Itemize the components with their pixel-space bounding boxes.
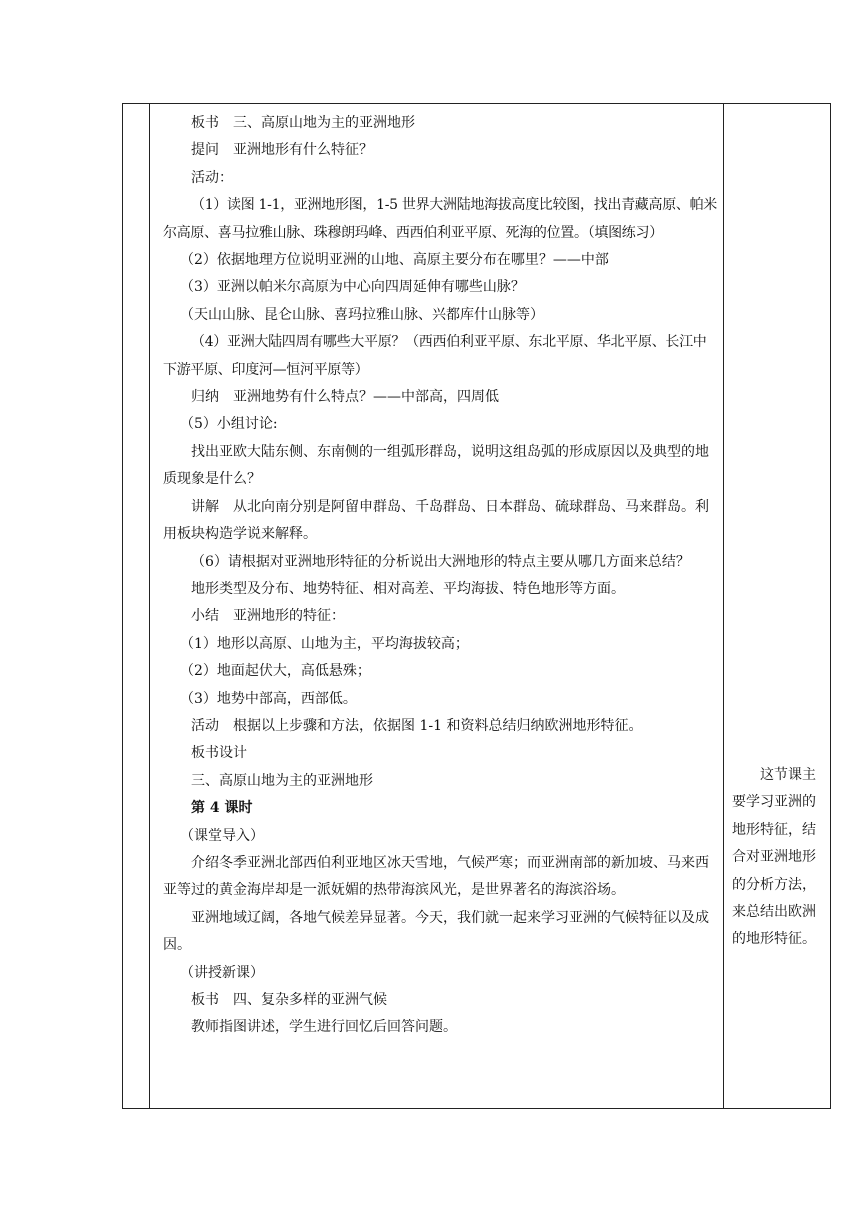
paragraph-1: 板书 三、高原山地为主的亚洲地形 [191,115,415,131]
paragraph-13: （6）请根据对亚洲地形特征的分析说出大洲地形的特点主要从哪几方面来总结？ [191,553,690,570]
paragraph-11: 找出亚欧大陆东侧、东南侧的一组弧形群岛，说明这组岛弧的形成原因以及典型的地质现象是什么？ [163,443,709,488]
paragraph-23: （课堂导入） [180,827,264,844]
teaching-process-cell [163,110,719,1042]
paragraph-20: 板书设计 [191,745,247,762]
paragraph-25: 亚洲地域辽阔，各地气候差异显著。今天，我们就一起来学习亚洲的气候特征以及成因。 [163,909,709,954]
paragraph-17: （2）地面起伏大，高低悬殊； [180,663,371,680]
paragraph-26: （讲授新课） [180,964,264,981]
design-note-text: 这节课主要学习亚洲的地形特征，结合对亚洲地形的分析方法，来总结出欧洲的地形特征。 [732,767,816,948]
paragraph-22: 第 4 课时 [191,800,253,817]
paragraph-12: 讲解 从北向南分别是阿留申群岛、千岛群岛、日本群岛、硫球群岛、马来群岛。利用板块构造学说来解释。 [163,498,709,543]
paragraph-9: 归纳 亚洲地势有什么特点？——中部高，四周低 [191,389,499,406]
paragraph-8: （4）亚洲大陆四周有哪些大平原？（西西伯利亚平原、东北平原、华北平原、长江中下游平原、印度河—恒河平原等） [163,334,707,378]
paragraph-5: （2）依据地理方位说明亚洲的山地、高原主要分布在哪里？——中部 [180,252,609,269]
paragraph-18: （3）地势中部高，西部低。 [180,690,357,707]
paragraph-6: （3）亚洲以帕米尔高原为中心向四周延伸有哪些山脉？ [180,279,525,296]
lesson-table [122,103,831,1109]
paragraph-7: （天山山脉、昆仑山脉、喜玛拉雅山脉、兴都库什山脉等） [180,306,544,323]
paragraph-4: （1）读图 1-1，亚洲地形图，1-5 世界大洲陆地海拔高度比较图，找出青藏高原、帕米尔高原、喜马拉雅山脉、珠穆朗玛峰、西西伯利亚平原、死海的位置。（填图练习） [163,197,717,241]
paragraph-2: 提问 亚洲地形有什么特征？ [191,142,373,159]
paragraph-10: （5）小组讨论: [180,416,278,433]
paragraph-28: 教师指图讲述，学生进行回忆后回答问题。 [191,1019,457,1036]
paragraph-3: 活动： [191,169,233,186]
paragraph-14: 地形类型及分布、地势特征、相对高差、平均海拔、特色地形等方面。 [191,580,625,597]
paragraph-19: 活动 根据以上步骤和方法，依据图 1-1 和资料总结归纳欧洲地形特征。 [191,717,643,734]
paragraph-16: （1）地形以高原、山地为主，平均海拔较高； [180,635,469,652]
paragraph-24: 介绍冬季亚洲北部西伯利亚地区冰天雪地，气候严寒；而亚洲南部的新加坡、马来西亚等过的黄金海岸却是一派妩媚的热带海滨风光，是世界著名的海滨浴场。 [163,854,709,899]
column-divider-right [723,104,724,1108]
paragraph-27: 板书 四、复杂多样的亚洲气候 [191,992,387,1008]
paragraph-21: 三、高原山地为主的亚洲地形 [191,772,373,789]
column-divider-left [149,104,150,1108]
design-note-cell [732,762,820,954]
paragraph-15: 小结 亚洲地形的特征： [191,608,345,625]
